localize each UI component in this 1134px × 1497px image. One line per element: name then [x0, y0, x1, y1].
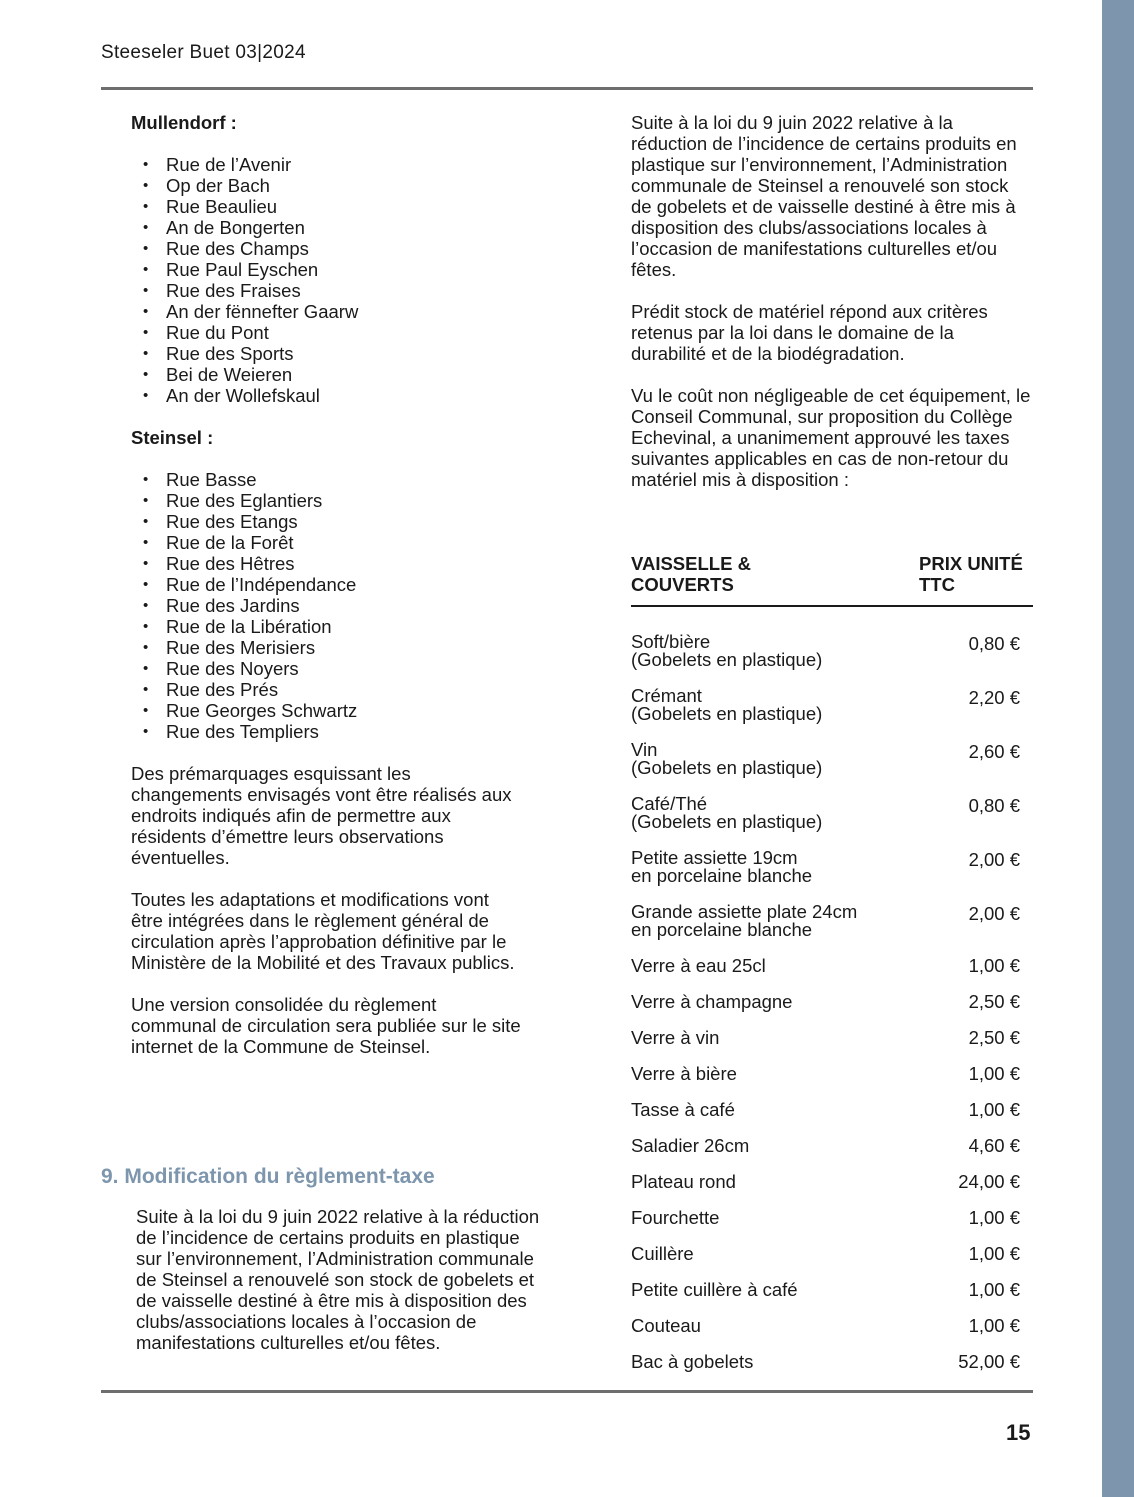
item-description: [631, 1317, 910, 1335]
table-rows: [631, 607, 1033, 1389]
table-row: [631, 993, 1033, 1029]
table-row: [631, 1065, 1033, 1101]
item-description: [631, 957, 910, 975]
street-item: • Rue de l’Avenir: [131, 154, 521, 175]
item-description: [631, 1029, 910, 1047]
paragraph-loi: Suite à la loi du 9 juin 2022 relative à la réduction de l’incidence de certains produits en plastique sur l’environnement, l’Administration communale de Steinsel a renouvelé son stock de gobelets et de vaisselle destiné à être mis à disposition des clubs/associations locales à l’occasion de manifestations culturelles et/ou fêtes.: [631, 112, 1017, 280]
item-description: [631, 687, 910, 723]
item-name: Bac à gobelets: [631, 1351, 754, 1372]
item-name: Vin: [631, 739, 658, 760]
header-price-line1: PRIX UNITÉ: [919, 553, 1023, 574]
street-item: • An der fënnefter Gaarw: [131, 301, 521, 322]
item-detail: (Gobelets en plastique): [631, 703, 823, 724]
street-item: • Rue du Pont: [131, 322, 521, 343]
item-name: Petite cuillère à café: [631, 1279, 798, 1300]
price-table: [631, 553, 1033, 1389]
item-price: 2,00 €: [968, 903, 1020, 924]
header-item-line1: VAISSELLE &: [631, 553, 751, 574]
table-row: [631, 741, 1033, 795]
table-row: [631, 1353, 1033, 1389]
item-description: [631, 1209, 910, 1227]
street-item: • Rue des Merisiers: [131, 637, 521, 658]
item-price: 1,00 €: [968, 1207, 1020, 1228]
steinsel-title: Steinsel :: [131, 427, 214, 448]
item-name: Grande assiette plate 24cm: [631, 901, 858, 922]
street-item: • Bei de Weieren: [131, 364, 521, 385]
item-price: 2,50 €: [968, 991, 1020, 1012]
item-name: Verre à eau 25cl: [631, 955, 766, 976]
item-description: [631, 795, 910, 831]
street-item: • Rue des Jardins: [131, 595, 521, 616]
table-row: [631, 849, 1033, 903]
item-price: 1,00 €: [968, 1279, 1020, 1300]
street-item: • Rue des Hêtres: [131, 553, 521, 574]
street-item: • Rue de l’Indépendance: [131, 574, 521, 595]
header-item: [631, 553, 751, 595]
item-description: [631, 1173, 910, 1191]
street-item: • Rue Beaulieu: [131, 196, 521, 217]
table-row: [631, 903, 1033, 957]
street-item: • Rue Paul Eyschen: [131, 259, 521, 280]
street-item: • Rue des Prés: [131, 679, 521, 700]
item-name: Verre à vin: [631, 1027, 720, 1048]
item-name: Couteau: [631, 1315, 701, 1336]
item-price: 1,00 €: [968, 1315, 1020, 1336]
street-item: • Rue de la Forêt: [131, 532, 521, 553]
item-price: 2,20 €: [968, 687, 1020, 708]
header-item-line2: COUVERTS: [631, 574, 734, 595]
item-name: Soft/bière: [631, 631, 711, 652]
table-row: [631, 633, 1033, 687]
paragraph-version-consolidee: Une version consolidée du règlement communal de circulation sera publiée sur le site internet de la Commune de Steinsel.: [131, 994, 521, 1057]
header-price-line2: TTC: [919, 574, 955, 595]
street-item: • Rue des Noyers: [131, 658, 521, 679]
item-price: 4,60 €: [968, 1135, 1020, 1156]
table-header: [631, 553, 1033, 607]
table-row: [631, 1173, 1033, 1209]
item-name: Petite assiette 19cm: [631, 847, 798, 868]
item-detail: (Gobelets en plastique): [631, 811, 823, 832]
street-item: • Rue Georges Schwartz: [131, 700, 521, 721]
street-item: • Rue des Sports: [131, 343, 521, 364]
item-description: [631, 993, 910, 1011]
item-price: 2,00 €: [968, 849, 1020, 870]
left-column: [131, 112, 521, 1078]
publication-title: Steeseler Buet 03|2024: [101, 42, 306, 63]
item-name: Verre à champagne: [631, 991, 793, 1012]
street-item: • Rue des Eglantiers: [131, 490, 521, 511]
item-detail: (Gobelets en plastique): [631, 649, 823, 670]
item-price: 0,80 €: [968, 795, 1020, 816]
item-description: [631, 1137, 910, 1155]
item-description: [631, 849, 910, 885]
item-description: [631, 1281, 910, 1299]
item-description: [631, 1065, 910, 1083]
table-row: [631, 1245, 1033, 1281]
item-price: 0,80 €: [968, 633, 1020, 654]
item-price: 24,00 €: [958, 1171, 1020, 1192]
table-row: [631, 1317, 1033, 1353]
item-price: 52,00 €: [958, 1351, 1020, 1372]
page-number: 15: [1006, 1420, 1031, 1445]
table-row: [631, 957, 1033, 993]
bottom-divider: [101, 1390, 1033, 1393]
item-price: 1,00 €: [968, 1099, 1020, 1120]
paragraph-premarquages: Des prémarquages esquissant les changements envisagés vont être réalisés aux endroits indiqués afin de permettre aux résidents d’émettre leurs observations éventuelles.: [131, 763, 512, 868]
item-price: 2,60 €: [968, 741, 1020, 762]
table-row: [631, 1137, 1033, 1173]
paragraph-taxes: Vu le coût non négligeable de cet équipement, le Conseil Communal, sur proposition du Collège Echevinal, a unanimement approuvé les taxes suivantes applicables en cas de non-retour du matériel mis à disposition :: [631, 385, 1031, 490]
street-item: • Rue Basse: [131, 469, 521, 490]
item-name: Fourchette: [631, 1207, 720, 1228]
item-price: 1,00 €: [968, 1063, 1020, 1084]
steinsel-street-list: [131, 469, 521, 742]
item-description: [631, 1353, 910, 1371]
street-item: • Rue des Fraises: [131, 280, 521, 301]
item-detail: en porcelaine blanche: [631, 865, 813, 886]
item-description: [631, 1245, 910, 1263]
item-price: 2,50 €: [968, 1027, 1020, 1048]
item-name: Crémant: [631, 685, 702, 706]
section-title: 9. Modification du règlement-taxe: [101, 1165, 435, 1188]
street-item: • Rue des Etangs: [131, 511, 521, 532]
street-item: • An der Wollefskaul: [131, 385, 521, 406]
side-band: [1102, 0, 1134, 1497]
item-description: [631, 1101, 910, 1119]
item-description: [631, 903, 910, 939]
item-name: Verre à bière: [631, 1063, 737, 1084]
item-description: [631, 633, 910, 669]
paragraph-stock: Prédit stock de matériel répond aux critères retenus par la loi dans le domaine de la durabilité et de la biodégradation.: [631, 301, 988, 364]
street-item: • Rue de la Libération: [131, 616, 521, 637]
item-name: Cuillère: [631, 1243, 694, 1264]
table-row: [631, 1029, 1033, 1065]
street-item: • Op der Bach: [131, 175, 521, 196]
item-price: 1,00 €: [968, 955, 1020, 976]
street-item: • Rue des Champs: [131, 238, 521, 259]
table-row: [631, 1209, 1033, 1245]
item-name: Saladier 26cm: [631, 1135, 750, 1156]
right-column: [631, 112, 1033, 511]
mullendorf-street-list: [131, 154, 521, 406]
item-description: [631, 741, 910, 777]
header-price: [919, 553, 1023, 595]
item-detail: en porcelaine blanche: [631, 919, 813, 940]
item-name: Café/Thé: [631, 793, 708, 814]
table-row: [631, 687, 1033, 741]
table-row: [631, 1101, 1033, 1137]
item-name: Plateau rond: [631, 1171, 736, 1192]
street-item: • An de Bongerten: [131, 217, 521, 238]
street-item: • Rue des Templiers: [131, 721, 521, 742]
item-detail: (Gobelets en plastique): [631, 757, 823, 778]
mullendorf-title: Mullendorf :: [131, 112, 237, 133]
item-name: Tasse à café: [631, 1099, 735, 1120]
top-divider: [101, 87, 1033, 90]
table-row: [631, 1281, 1033, 1317]
item-price: 1,00 €: [968, 1243, 1020, 1264]
table-row: [631, 795, 1033, 849]
section-body: Suite à la loi du 9 juin 2022 relative à la réduction de l’incidence de certains produits en plastique sur l’environnement, l’Administration communale de Steinsel a renouvelé son stock de gobelets et de vaisselle destiné à être mis à disposition des clubs/associations locales à l’occasion de manifestations culturelles et/ou fêtes.: [136, 1206, 540, 1353]
paragraph-adaptations: Toutes les adaptations et modifications vont être intégrées dans le règlement général de circulation après l’approbation définitive par le Ministère de la Mobilité et des Travaux publics.: [131, 889, 515, 973]
